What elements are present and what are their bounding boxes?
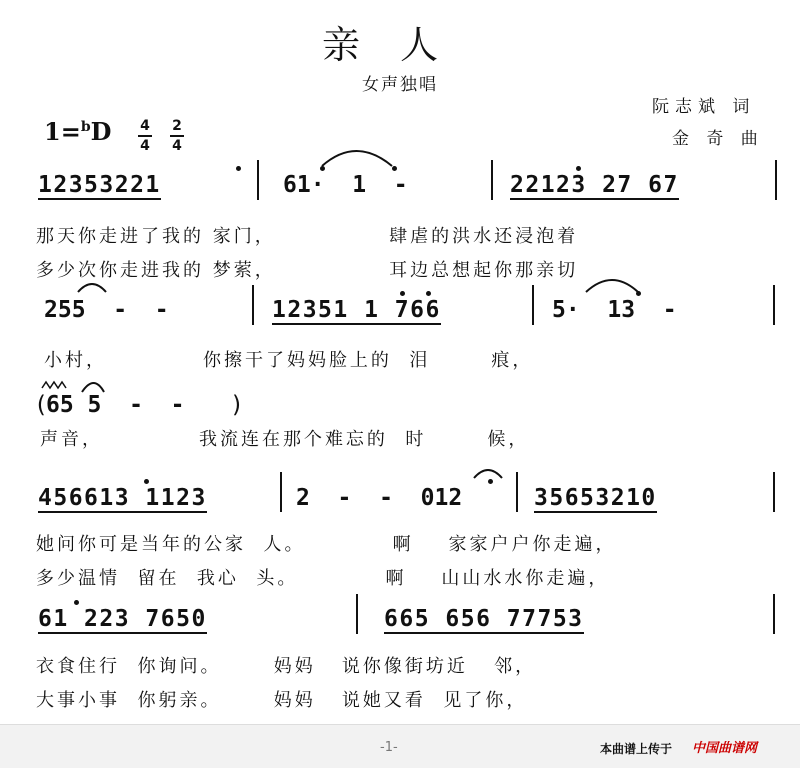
time-signature-2-4: [170, 118, 184, 154]
key-note: D: [90, 117, 112, 146]
barline: [773, 285, 775, 325]
meter-numerator: 4: [140, 118, 150, 134]
notes-s2-m1: 255 - -: [44, 297, 169, 323]
barline: [491, 160, 493, 200]
notes-s1-m2: 61· 1 -: [283, 172, 408, 198]
lyric-s1-verse1: 那天你走进了我的 家门， 肆虐的洪水还浸泡着: [36, 226, 579, 247]
notes-s1-m1: 12353221: [38, 172, 161, 198]
barline: [257, 160, 259, 200]
octave-dot: [636, 291, 641, 296]
lyric-s2-verse1: 小村， 你擦干了妈妈脸上的 泪 痕，: [44, 350, 534, 371]
meter-denominator: 4: [140, 138, 150, 154]
key-base: 1=: [44, 117, 81, 146]
octave-dot: [400, 291, 405, 296]
barline: [356, 594, 358, 634]
meter-numerator: 2: [172, 118, 182, 134]
page-number: -1-: [380, 740, 398, 755]
lyric-s4-verse2: 大事小事 你躬亲。 妈妈 说她又看 见了你，: [36, 690, 528, 711]
composer-credit: 金 奇 曲: [672, 129, 764, 149]
notes-s4-m2: 665 656 77753: [384, 606, 584, 632]
barline: [773, 472, 775, 512]
lyric-s3-verse1: 她问你可是当年的公家 人。 啊 家家户户你走遍，: [36, 534, 617, 555]
barline: [280, 472, 282, 512]
lyric-s2-verse2: 声音， 我流连在那个难忘的 时 候，: [40, 429, 530, 450]
key-signature: [44, 117, 111, 146]
octave-dot: [320, 166, 325, 171]
lyric-s4-verse1: 衣食住行 你询问。 妈妈 说你像街坊近 邻，: [36, 656, 537, 677]
barline: [532, 285, 534, 325]
paren-close: ): [230, 392, 244, 418]
subtitle: 女声独唱: [362, 75, 438, 95]
flat-sign: b: [80, 119, 91, 135]
barline: [252, 285, 254, 325]
meter-denominator: 4: [172, 138, 182, 154]
barline: [775, 160, 777, 200]
lyric-s3-verse2: 多少温情 留在 我心 头。 啊 山山水水你走遍，: [36, 568, 610, 589]
octave-dot: [576, 166, 581, 171]
site-logo[interactable]: 中国曲谱网: [692, 741, 758, 756]
lyric-s1-verse2: 多少次你走进我的 梦萦， 耳边总想起你那亲切: [36, 260, 579, 281]
octave-dot: [236, 166, 241, 171]
notes-s3-m1: 456613 1123: [38, 485, 207, 511]
lyricist-credit: 阮志斌 词: [652, 97, 756, 117]
octave-dot: [74, 600, 79, 605]
barline: [516, 472, 518, 512]
paren-open: (: [34, 392, 48, 418]
notes-s3-m3: 35653210: [534, 485, 657, 511]
notes-s1-m3: 22123 27 67: [510, 172, 679, 198]
notes-s4-m1: 61 223 7650: [38, 606, 207, 632]
octave-dot: [392, 166, 397, 171]
notes-s2-m2: 12351 1 766: [272, 297, 441, 323]
barline: [773, 594, 775, 634]
octave-dot: [426, 291, 431, 296]
octave-dot: [144, 479, 149, 484]
octave-dot: [488, 479, 493, 484]
upload-notice: 本曲谱上传于: [600, 742, 673, 756]
notes-s3-m2: 2 - - 012: [296, 485, 463, 511]
notes-s2-bracketed: 65 5 - -: [46, 392, 185, 418]
time-signature-4-4: [138, 118, 152, 154]
song-title: 亲人: [321, 23, 478, 67]
footer-bar: [0, 724, 800, 768]
notes-s2-m3: 5· 13 -: [552, 297, 677, 323]
